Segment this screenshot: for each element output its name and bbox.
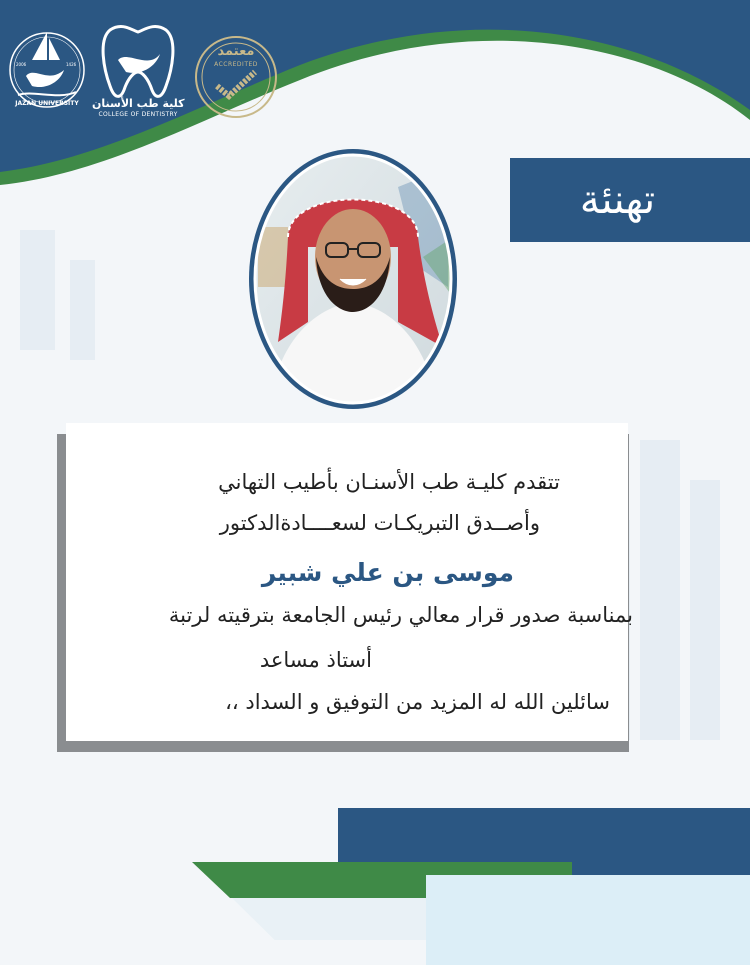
message-line-5: أستاذ مساعد [259,648,372,672]
jazan-logo-caption: JAZAN UNIVERSITY [15,100,79,107]
footer-decoration [0,800,750,965]
message-line-6: سائلين الله له المزيد من التوفيق و السداد ،، [225,690,610,714]
dentistry-logo-caption-en: COLLEGE OF DENTISTRY [98,111,178,118]
accredited-caption-en: ACCREDITED [214,61,258,68]
person-portrait-icon [248,147,458,411]
svg-text:1426: 1426 [66,62,77,67]
page-title: تهنئة [579,177,656,223]
svg-text:2006: 2006 [16,62,27,67]
message-line-1: تتقدم كليـة طب الأسنـان بأطيب التهاني [218,470,560,494]
honoree-name: موسى بن علي شبير [261,558,514,587]
dentistry-logo-caption-ar: كلية طب الأسنان [92,97,185,110]
message-line-4: بمناسبة صدور قرار معالي رئيس الجامعة بترقيته لرتبة [168,603,633,627]
accredited-caption-ar: معتمد [217,44,255,59]
title-banner [510,158,750,242]
message-line-2: وأصــدق التبريكـات لسعــــادةالدكتور [219,511,540,535]
